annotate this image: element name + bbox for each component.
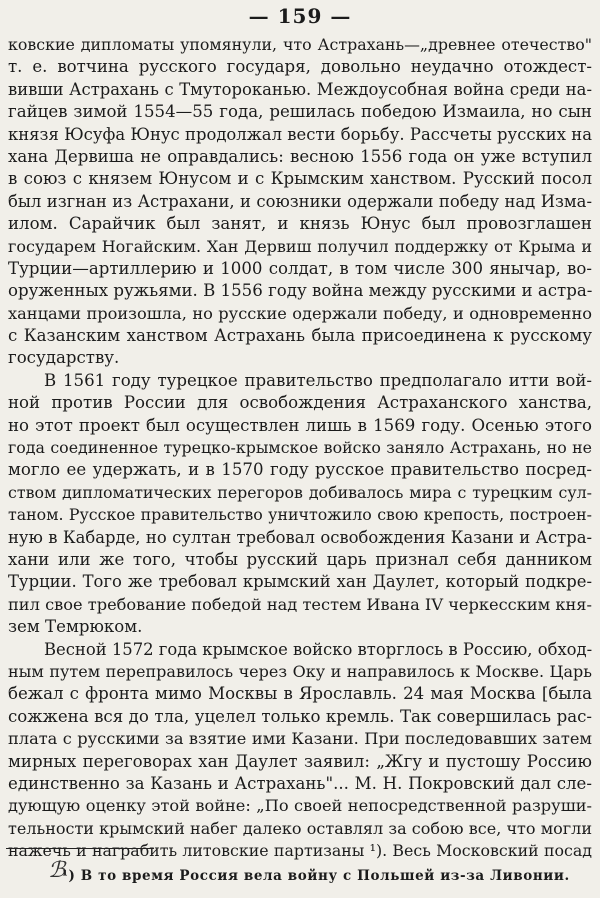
paragraph-first-line: В 1561 году турецкое правительство предполагало итти вой- bbox=[44, 370, 592, 390]
text-line: ным путем переправилось через Оку и направилось к Москве. Царь bbox=[8, 661, 592, 681]
text-line: сожжена вся до тла, уцелел только кремль. Так совершилась рас- bbox=[8, 706, 592, 726]
text-line: государству. bbox=[8, 348, 120, 368]
text-line: хани или же того, чтобы русский царь признал себя данником bbox=[8, 549, 592, 569]
text-line: года соединенное турецко-крымское войско заняло Астрахань, но не bbox=[8, 438, 592, 458]
text-line: но этот проект был осуществлен лишь в 1569 году. Осенью этого bbox=[8, 415, 592, 435]
text-line: гайцев зимой 1554—55 года, решилась победою Измаила, но сын bbox=[8, 102, 592, 122]
handwritten-mark: ℬ bbox=[48, 858, 66, 883]
text-line: в союз с князем Юнусом и с Крымским ханством. Русский посол bbox=[8, 169, 592, 189]
text-line: Турции. Того же требовал крымский хан Даулет, который подкре- bbox=[8, 572, 592, 592]
text-line: хана Дервиша не оправдались: весною 1556 года он уже вступил bbox=[8, 146, 592, 166]
text-line: оруженных ружьями. В 1556 году война между русскими и астра- bbox=[8, 281, 592, 301]
text-line: таном. Русское правительство уничтожило свою крепость, построен- bbox=[8, 505, 592, 525]
text-line: бежал с фронта мимо Москвы в Ярославль. 24 мая Москва [была bbox=[8, 684, 592, 704]
text-line: ством дипломатических перегоров добивалось мира с турецким сул- bbox=[8, 482, 592, 502]
text-line: ной против России для освобождения Астраханского ханства, bbox=[8, 393, 592, 413]
text-line: государем Ногайским. Хан Дервиш получил поддержку от Крыма и bbox=[8, 236, 592, 256]
text-line: единственно за Казань и Астрахань"... М. Н. Покровский дал сле- bbox=[8, 773, 592, 793]
text-line: дующую оценку этой войне: „По своей непосредственной разруши- bbox=[8, 796, 592, 816]
page-number: — 159 — bbox=[248, 4, 352, 28]
text-line: нажечь и награбить литовские партизаны ¹). Весь Московский посад bbox=[8, 841, 592, 861]
text-line: могло ее удержать, и в 1570 году русское правительство посред- bbox=[8, 460, 592, 480]
text-line: ханцами произошла, но русские одержали победу, и одновременно bbox=[8, 303, 592, 323]
text-line: плата с русскими за взятие ими Казани. При последовавших затем bbox=[8, 729, 592, 749]
text-line: тельности крымский набег далеко оставлял за собою все, что могли bbox=[8, 818, 592, 838]
text-line: был изгнан из Астрахани, и союзники одержали победу над Изма- bbox=[8, 191, 592, 211]
text-line: ную в Кабарде, но султан требовал освобождения Казани и Астра- bbox=[8, 527, 592, 547]
text-line: князя Юсуфа Юнус продолжал вести борьбу. Рассчеты русских на bbox=[8, 124, 592, 144]
body-text bbox=[8, 34, 592, 862]
text-line: пил свое требование победой над тестем Ивана IV черкесским кня- bbox=[8, 594, 592, 614]
text-line: Турции—артиллерию и 1000 солдат, в том числе 300 янычар, во- bbox=[8, 258, 592, 278]
text-line: с Казанским ханством Астрахань была присоединена к русскому bbox=[8, 326, 592, 346]
footnote-text: ¹) В то время Россия вела войну с Польшей из-за Ливонии. bbox=[62, 868, 570, 884]
text-line: т. е. вотчина русского государя, довольно неудачно отождест- bbox=[8, 57, 592, 77]
text-line: мирных переговорах хан Даулет заявил: „Жгу и пустошу Россию bbox=[8, 751, 592, 771]
paragraph-first-line: Весной 1572 года крымское войско вторглось в Россию, обход- bbox=[44, 639, 592, 659]
footnote-divider bbox=[6, 848, 154, 849]
text-line: илом. Сарайчик был занят, и князь Юнус был провозглашен bbox=[8, 214, 592, 234]
text-line: зем Темрюком. bbox=[8, 617, 143, 637]
text-line: ковские дипломаты упомянули, что Астрахань—„древнее отечество" bbox=[8, 35, 592, 54]
text-line: вивши Астрахань с Тмутороканью. Междоусобная война среди на- bbox=[8, 79, 592, 99]
